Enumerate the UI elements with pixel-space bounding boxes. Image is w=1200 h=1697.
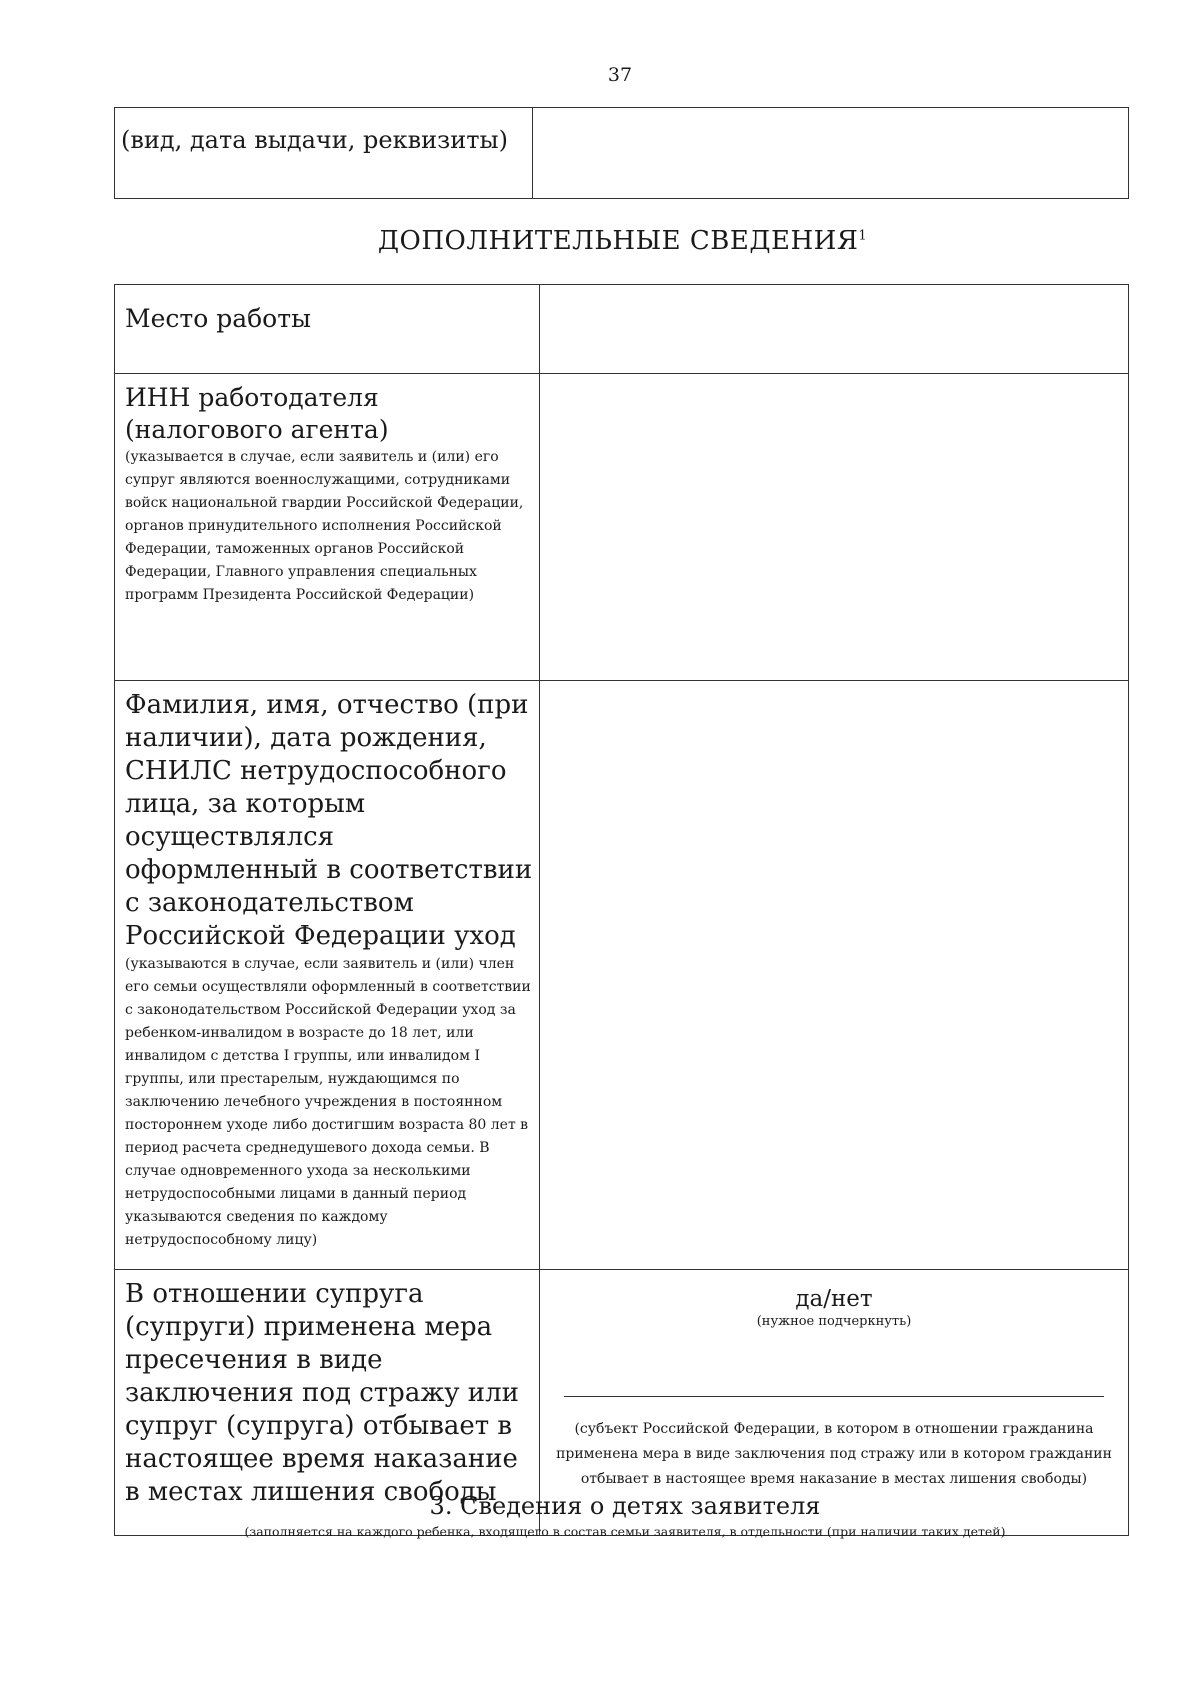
workplace-field[interactable] [540, 285, 1129, 374]
section-title [0, 226, 1200, 256]
employer-inn-note: (указывается в случае, если заявитель и (или) его супруг являются военнослужащими, сотрудниками войск национальной гвардии Российской Федерации, органов принудительного исполнения Российской Федерации, таможенных органов Российской Федерации, Главного управления специальных программ Президента Российской Федерации) [125, 449, 524, 603]
yes-no-choice[interactable]: да/нет [795, 1286, 873, 1312]
spouse-custody-label: В отношении супруга (супруги) применена мера пресечения в виде заключения под стражу или супруг (супруга) отбывает в настоящее время наказание в местах лишения свободы [125, 1279, 519, 1507]
care-person-note: (указываются в случае, если заявитель и (или) член его семьи осуществляли оформленный в соответствии с законодательством Российской Федерации уход за ребенком-инвалидом в возрасте до 18 лет, или инвалидом с детства I группы, или инвалидом I группы, или престарелым, нуждающимся по заключению лечебного учреждения в постоянном постороннем уходе либо достигшим возраста 80 лет в период расчета среднедушевого дохода семьи. В случае одновременного ухода за несколькими нетрудоспособными лицами в данный период указываются сведения по каждому нетрудоспособному лицу) [125, 956, 531, 1248]
employer-inn-field[interactable] [540, 374, 1129, 681]
table-row [115, 108, 1129, 199]
children-section-note: (заполняется на каждого ребенка, входящего в состав семьи заявителя, в отдельности (при наличии таких детей) [244, 1524, 1006, 1539]
employer-inn-label-cell [115, 374, 540, 681]
employer-inn-label: ИНН работодателя (налогового агента) [125, 383, 389, 444]
additional-info-table [114, 284, 1129, 1536]
care-person-label-cell [115, 681, 540, 1270]
document-table [114, 107, 1129, 199]
region-caption: (субъект Российской Федерации, в котором в отношении гражданина применена мера в виде заключения под стражу или в котором гражданин отбывает в настоящее время наказание в местах лишения свободы) [556, 1421, 1112, 1487]
workplace-label-cell [115, 285, 540, 374]
workplace-label: Место работы [125, 304, 311, 333]
table-row [115, 285, 1129, 374]
table-row [115, 374, 1129, 681]
yes-no-hint: (нужное подчеркнуть) [756, 1314, 912, 1329]
page-number: 37 [607, 64, 633, 86]
care-person-label: Фамилия, имя, отчество (при наличии), дата рождения, СНИЛС нетрудоспособного лица, за которым осуществлялся оформленный в соответствии с законодательством Российской Федерации уход [125, 690, 533, 951]
table-row [115, 681, 1129, 1270]
children-section-title: 3. Сведения о детях заявителя [429, 1492, 821, 1520]
region-input-line[interactable] [564, 1395, 1104, 1397]
footnote-mark: 1 [858, 228, 868, 244]
section-title-text: ДОПОЛНИТЕЛЬНЫЕ СВЕДЕНИЯ [377, 226, 859, 256]
document-details-field[interactable] [533, 108, 1129, 199]
document-details-label: (вид, дата выдачи, реквизиты) [115, 108, 533, 199]
care-person-field[interactable] [540, 681, 1129, 1270]
